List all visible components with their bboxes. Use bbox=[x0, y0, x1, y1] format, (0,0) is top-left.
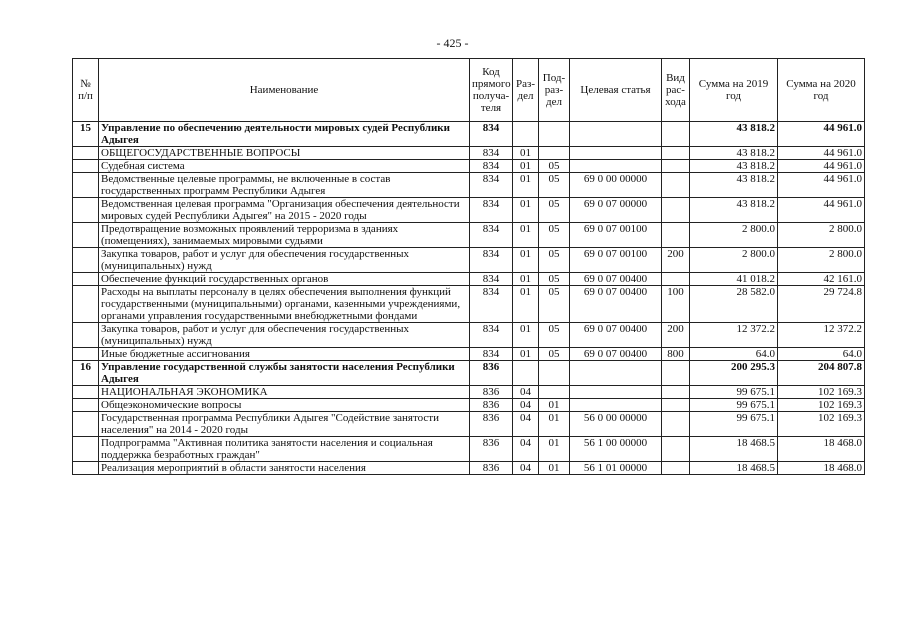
cell-subsection: 05 bbox=[539, 323, 570, 348]
cell-name: ОБЩЕГОСУДАРСТВЕННЫЕ ВОПРОСЫ bbox=[99, 147, 470, 160]
header-num: № п/п bbox=[73, 59, 99, 122]
cell-name: Расходы на выплаты персоналу в целях обеспечения выполнения функций государственными (муниципальными) органами, казенными учреждениями, органами управления государственными внебюджетными фондами bbox=[99, 286, 470, 323]
cell-target: 69 0 07 00400 bbox=[570, 286, 662, 323]
cell-subsection: 05 bbox=[539, 198, 570, 223]
cell-expense-type bbox=[662, 273, 690, 286]
cell-sum-2019: 43 818.2 bbox=[690, 147, 778, 160]
cell-target: 69 0 07 00100 bbox=[570, 248, 662, 273]
cell-sum-2019: 99 675.1 bbox=[690, 399, 778, 412]
cell-subsection bbox=[539, 122, 570, 147]
table-row bbox=[73, 273, 865, 286]
cell-target bbox=[570, 399, 662, 412]
cell-sum-2020: 204 807.8 bbox=[778, 361, 865, 386]
table-row bbox=[73, 223, 865, 248]
cell-subsection: 05 bbox=[539, 286, 570, 323]
cell-num bbox=[73, 160, 99, 173]
cell-section: 01 bbox=[513, 173, 539, 198]
cell-sum-2019: 2 800.0 bbox=[690, 223, 778, 248]
cell-target: 69 0 00 00000 bbox=[570, 173, 662, 198]
table-row bbox=[73, 286, 865, 323]
budget-table bbox=[72, 58, 865, 475]
table-row bbox=[73, 147, 865, 160]
cell-num bbox=[73, 437, 99, 462]
cell-name: Общеэкономические вопросы bbox=[99, 399, 470, 412]
cell-section: 01 bbox=[513, 348, 539, 361]
cell-sum-2020: 18 468.0 bbox=[778, 462, 865, 475]
cell-sum-2020: 102 169.3 bbox=[778, 386, 865, 399]
cell-name: Иные бюджетные ассигнования bbox=[99, 348, 470, 361]
cell-sum-2019: 99 675.1 bbox=[690, 386, 778, 399]
cell-expense-type bbox=[662, 198, 690, 223]
header-section: Раз-дел bbox=[513, 59, 539, 122]
cell-sum-2020: 12 372.2 bbox=[778, 323, 865, 348]
table-row bbox=[73, 348, 865, 361]
cell-section: 01 bbox=[513, 160, 539, 173]
cell-expense-type bbox=[662, 412, 690, 437]
cell-expense-type: 200 bbox=[662, 323, 690, 348]
cell-target: 56 1 01 00000 bbox=[570, 462, 662, 475]
header-sum-2019: Сумма на 2019 год bbox=[690, 59, 778, 122]
cell-sum-2020: 2 800.0 bbox=[778, 223, 865, 248]
cell-name: Закупка товаров, работ и услуг для обеспечения государственных (муниципальных) нужд bbox=[99, 248, 470, 273]
cell-target: 69 0 07 00400 bbox=[570, 348, 662, 361]
cell-target bbox=[570, 122, 662, 147]
cell-num bbox=[73, 348, 99, 361]
cell-code: 834 bbox=[470, 147, 513, 160]
cell-sum-2020: 42 161.0 bbox=[778, 273, 865, 286]
cell-sum-2020: 29 724.8 bbox=[778, 286, 865, 323]
cell-subsection bbox=[539, 361, 570, 386]
page-number: - 425 - bbox=[436, 36, 469, 50]
cell-num bbox=[73, 462, 99, 475]
cell-sum-2020: 64.0 bbox=[778, 348, 865, 361]
cell-code: 834 bbox=[470, 286, 513, 323]
cell-code: 834 bbox=[470, 223, 513, 248]
cell-target bbox=[570, 361, 662, 386]
cell-target: 56 0 00 00000 bbox=[570, 412, 662, 437]
cell-expense-type bbox=[662, 223, 690, 248]
cell-num bbox=[73, 399, 99, 412]
cell-section: 04 bbox=[513, 462, 539, 475]
cell-code: 834 bbox=[470, 248, 513, 273]
cell-target: 56 1 00 00000 bbox=[570, 437, 662, 462]
cell-section: 04 bbox=[513, 386, 539, 399]
cell-target: 69 0 07 00000 bbox=[570, 198, 662, 223]
cell-target bbox=[570, 386, 662, 399]
cell-code: 834 bbox=[470, 323, 513, 348]
cell-subsection: 01 bbox=[539, 399, 570, 412]
cell-name: Предотвращение возможных проявлений терроризма в зданиях (помещениях), занимаемых мировыми судьями bbox=[99, 223, 470, 248]
cell-sum-2019: 28 582.0 bbox=[690, 286, 778, 323]
cell-code: 836 bbox=[470, 399, 513, 412]
cell-sum-2020: 102 169.3 bbox=[778, 412, 865, 437]
cell-section: 04 bbox=[513, 399, 539, 412]
header-name: Наименование bbox=[99, 59, 470, 122]
cell-num: 15 bbox=[73, 122, 99, 147]
cell-code: 834 bbox=[470, 273, 513, 286]
cell-subsection bbox=[539, 386, 570, 399]
cell-sum-2019: 18 468.5 bbox=[690, 462, 778, 475]
cell-expense-type bbox=[662, 437, 690, 462]
cell-name: Государственная программа Республики Адыгея "Содействие занятости населения" на 2014 - 2020 годы bbox=[99, 412, 470, 437]
header-sum-2020: Сумма на 2020 год bbox=[778, 59, 865, 122]
cell-sum-2019: 43 818.2 bbox=[690, 173, 778, 198]
cell-target: 69 0 07 00400 bbox=[570, 273, 662, 286]
cell-code: 834 bbox=[470, 122, 513, 147]
cell-code: 834 bbox=[470, 348, 513, 361]
cell-name: Ведомственная целевая программа "Организация обеспечения деятельности мировых судей Республики Адыгея" на 2015 - 2020 годы bbox=[99, 198, 470, 223]
cell-section: 01 bbox=[513, 198, 539, 223]
cell-section bbox=[513, 122, 539, 147]
cell-num bbox=[73, 248, 99, 273]
cell-sum-2020: 2 800.0 bbox=[778, 248, 865, 273]
cell-name: Управление государственной службы занятости населения Республики Адыгея bbox=[99, 361, 470, 386]
cell-num bbox=[73, 173, 99, 198]
cell-num bbox=[73, 286, 99, 323]
cell-section: 01 bbox=[513, 286, 539, 323]
cell-code: 836 bbox=[470, 386, 513, 399]
cell-sum-2019: 12 372.2 bbox=[690, 323, 778, 348]
header-target: Целевая статья bbox=[570, 59, 662, 122]
table-row bbox=[73, 160, 865, 173]
table-row bbox=[73, 386, 865, 399]
table-row bbox=[73, 462, 865, 475]
cell-target bbox=[570, 147, 662, 160]
cell-section: 04 bbox=[513, 437, 539, 462]
cell-expense-type: 800 bbox=[662, 348, 690, 361]
cell-sum-2020: 44 961.0 bbox=[778, 147, 865, 160]
header-subsection: Под-раз-дел bbox=[539, 59, 570, 122]
cell-subsection: 05 bbox=[539, 160, 570, 173]
cell-code: 834 bbox=[470, 198, 513, 223]
cell-subsection: 01 bbox=[539, 462, 570, 475]
cell-sum-2020: 44 961.0 bbox=[778, 173, 865, 198]
cell-subsection: 05 bbox=[539, 173, 570, 198]
cell-sum-2020: 44 961.0 bbox=[778, 198, 865, 223]
cell-code: 834 bbox=[470, 173, 513, 198]
table-row bbox=[73, 361, 865, 386]
cell-sum-2020: 102 169.3 bbox=[778, 399, 865, 412]
cell-subsection: 05 bbox=[539, 248, 570, 273]
header-expense-type: Вид рас-хода bbox=[662, 59, 690, 122]
table-row bbox=[73, 198, 865, 223]
table-row bbox=[73, 173, 865, 198]
cell-name: Закупка товаров, работ и услуг для обеспечения государственных (муниципальных) нужд bbox=[99, 323, 470, 348]
table-row bbox=[73, 399, 865, 412]
cell-expense-type bbox=[662, 122, 690, 147]
cell-code: 836 bbox=[470, 462, 513, 475]
cell-code: 836 bbox=[470, 361, 513, 386]
cell-sum-2019: 18 468.5 bbox=[690, 437, 778, 462]
cell-target: 69 0 07 00400 bbox=[570, 323, 662, 348]
cell-num bbox=[73, 412, 99, 437]
cell-sum-2019: 43 818.2 bbox=[690, 160, 778, 173]
cell-subsection: 05 bbox=[539, 273, 570, 286]
cell-subsection: 05 bbox=[539, 223, 570, 248]
cell-code: 836 bbox=[470, 412, 513, 437]
cell-num bbox=[73, 147, 99, 160]
cell-target bbox=[570, 160, 662, 173]
cell-subsection: 01 bbox=[539, 437, 570, 462]
cell-expense-type: 200 bbox=[662, 248, 690, 273]
cell-expense-type bbox=[662, 160, 690, 173]
cell-sum-2020: 18 468.0 bbox=[778, 437, 865, 462]
cell-expense-type bbox=[662, 386, 690, 399]
cell-sum-2019: 99 675.1 bbox=[690, 412, 778, 437]
cell-subsection bbox=[539, 147, 570, 160]
cell-sum-2019: 43 818.2 bbox=[690, 122, 778, 147]
header-row bbox=[73, 59, 865, 122]
header-code: Код прямого получа-теля bbox=[470, 59, 513, 122]
table-row bbox=[73, 412, 865, 437]
cell-name: НАЦИОНАЛЬНАЯ ЭКОНОМИКА bbox=[99, 386, 470, 399]
cell-target: 69 0 07 00100 bbox=[570, 223, 662, 248]
cell-sum-2020: 44 961.0 bbox=[778, 122, 865, 147]
cell-section bbox=[513, 361, 539, 386]
cell-sum-2019: 43 818.2 bbox=[690, 198, 778, 223]
table-row bbox=[73, 248, 865, 273]
cell-section: 04 bbox=[513, 412, 539, 437]
cell-expense-type bbox=[662, 147, 690, 160]
cell-expense-type: 100 bbox=[662, 286, 690, 323]
cell-name: Судебная система bbox=[99, 160, 470, 173]
cell-section: 01 bbox=[513, 248, 539, 273]
cell-subsection: 05 bbox=[539, 348, 570, 361]
cell-section: 01 bbox=[513, 323, 539, 348]
cell-expense-type bbox=[662, 173, 690, 198]
cell-section: 01 bbox=[513, 147, 539, 160]
table-row bbox=[73, 122, 865, 147]
cell-expense-type bbox=[662, 361, 690, 386]
cell-num bbox=[73, 273, 99, 286]
table-row bbox=[73, 323, 865, 348]
cell-sum-2019: 41 018.2 bbox=[690, 273, 778, 286]
cell-subsection: 01 bbox=[539, 412, 570, 437]
cell-section: 01 bbox=[513, 223, 539, 248]
cell-name: Подпрограмма "Активная политика занятости населения и социальная поддержка безработных граждан" bbox=[99, 437, 470, 462]
cell-num bbox=[73, 386, 99, 399]
cell-sum-2019: 64.0 bbox=[690, 348, 778, 361]
cell-expense-type bbox=[662, 462, 690, 475]
cell-name: Управление по обеспечению деятельности мировых судей Республики Адыгея bbox=[99, 122, 470, 147]
cell-num bbox=[73, 323, 99, 348]
cell-expense-type bbox=[662, 399, 690, 412]
cell-name: Реализация мероприятий в области занятости населения bbox=[99, 462, 470, 475]
table-row bbox=[73, 437, 865, 462]
cell-sum-2019: 2 800.0 bbox=[690, 248, 778, 273]
cell-num bbox=[73, 223, 99, 248]
cell-name: Обеспечение функций государственных органов bbox=[99, 273, 470, 286]
cell-code: 836 bbox=[470, 437, 513, 462]
cell-sum-2019: 200 295.3 bbox=[690, 361, 778, 386]
cell-section: 01 bbox=[513, 273, 539, 286]
cell-num: 16 bbox=[73, 361, 99, 386]
cell-sum-2020: 44 961.0 bbox=[778, 160, 865, 173]
cell-name: Ведомственные целевые программы, не включенные в состав государственных программ Республики Адыгея bbox=[99, 173, 470, 198]
cell-code: 834 bbox=[470, 160, 513, 173]
cell-num bbox=[73, 198, 99, 223]
